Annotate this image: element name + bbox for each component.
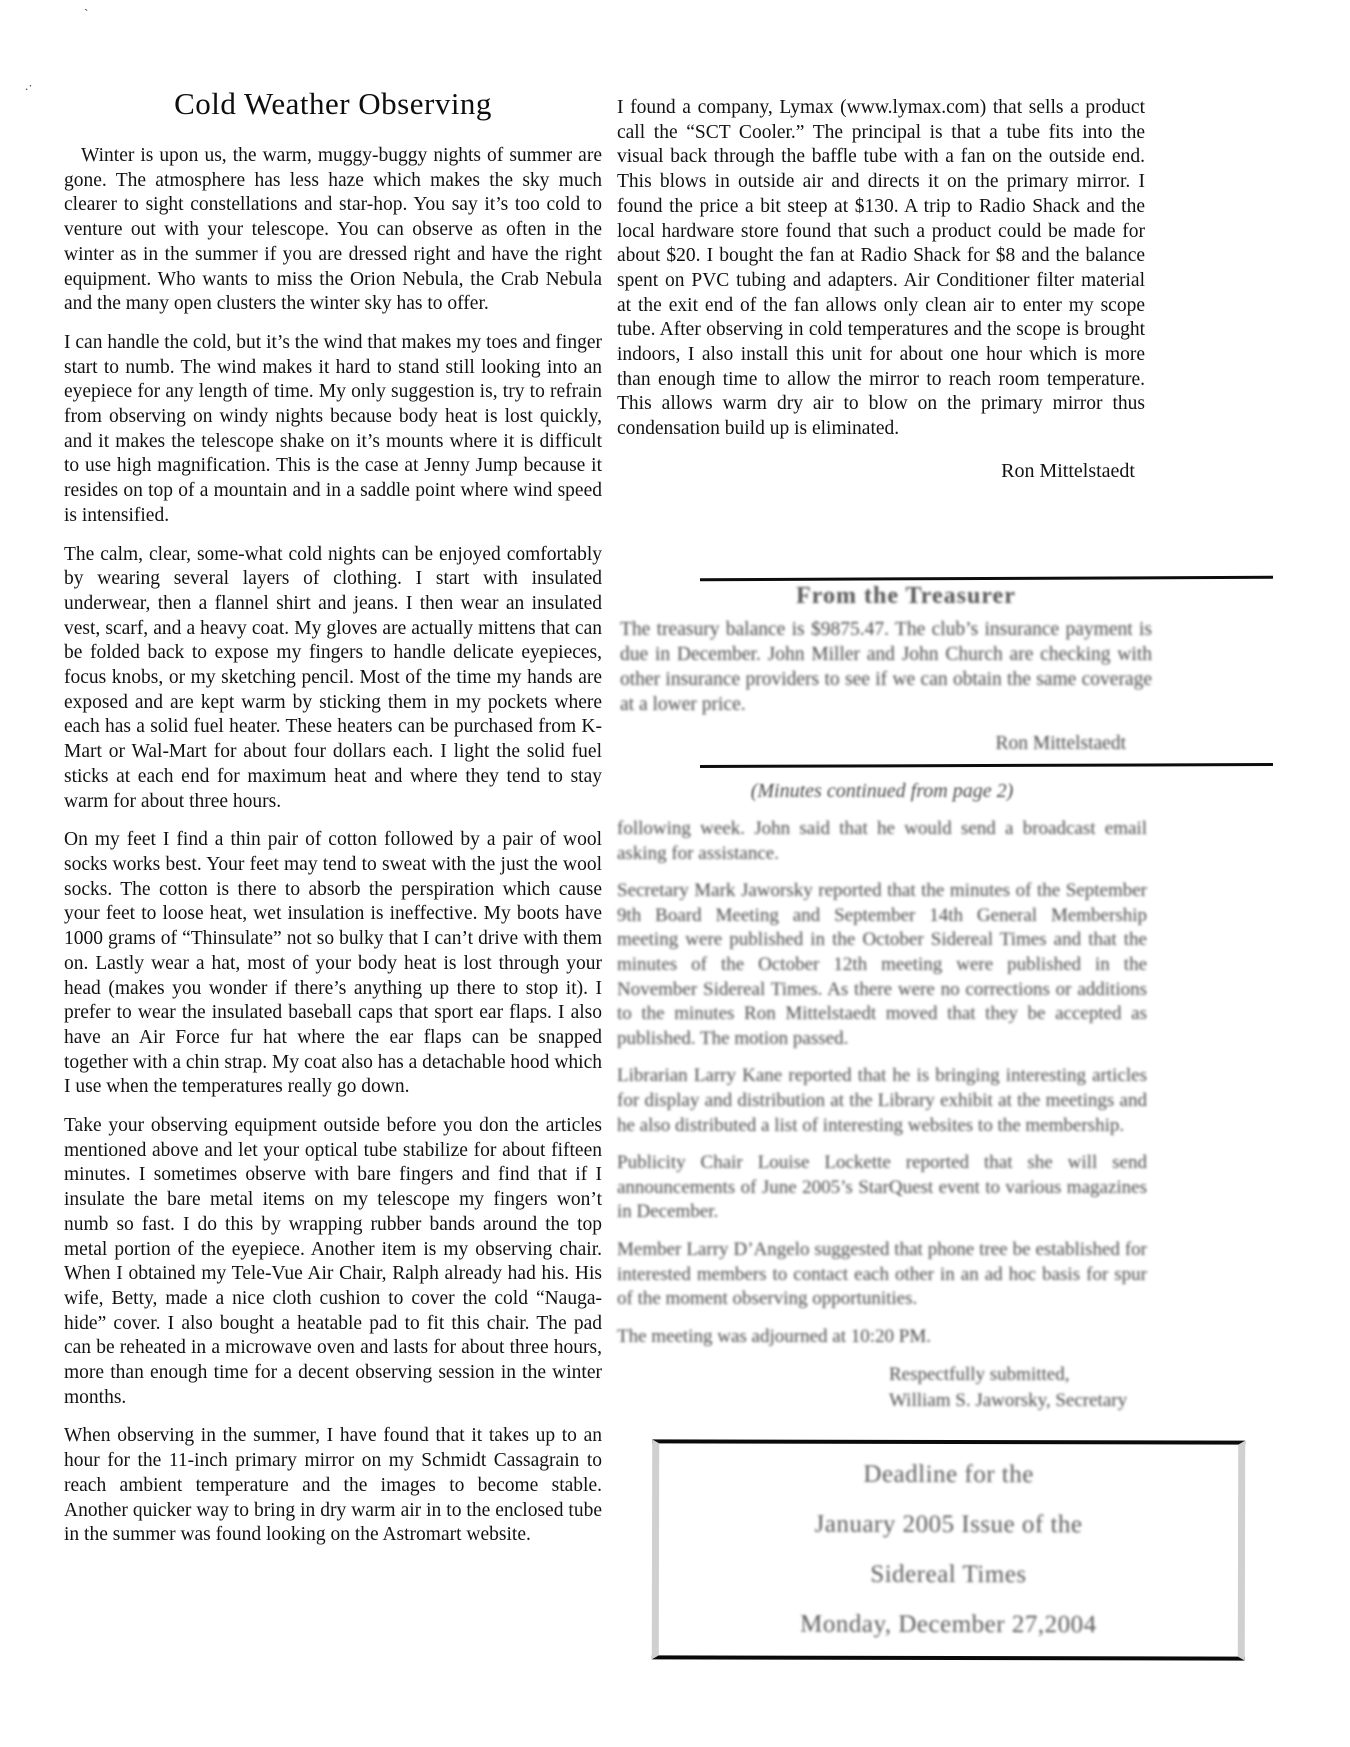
right-column: [617, 96, 1145, 483]
scan-artifact-mark: ˋ: [84, 6, 89, 21]
treasurer-heading: From the Treasurer: [796, 583, 1016, 609]
article-paragraph: The calm, clear, some-what cold nights can be enjoyed comfortably by wearing several layers of clothing. I start with insulated underwear, then a flannel shirt and jeans. I then wear an insulated vest, scarf, and a heavy coat. My gloves are actually mittens that can be folded back to expose my fingers to handle delicate eyepieces, focus knobs, or my sketching pencil. Most of the time my hands are exposed and are kept warm by sticking them in my pockets where each has a solid fuel heater. These heaters can be purchased from K-Mart or Wal-Mart for about four dollars each. I light the solid fuel sticks at each end for maximum heat and where they tend to stay warm for about three hours.: [64, 543, 602, 812]
article-paragraph: I can handle the cold, but it’s the wind that makes my toes and finger start to numb. The wind makes it hard to stand still looking into an eyepiece for any length of time. My only suggestion is, try to refrain from observing on windy nights because body heat is lost quickly, and it makes the telescope shake on it’s mounts where it is difficult to use high magnification. This is the case at Jenny Jump because it resides on top of a mountain and in a saddle point where wind speed is intensified.: [64, 331, 602, 526]
article-paragraph: On my feet I find a thin pair of cotton followed by a pair of wool socks works best. Your feet may tend to sweat with the just the wool socks. The cotton is there to absorb the perspiration which cause your feet to loose heat, wet insulation is ineffective. My boots have 1000 grams of “Thinsulate” not so bulky that I can’t drive with them on. Lastly wear a hat, most of your body heat is lost through your head (makes you wonder if there’s anything up there to stop it). I prefer to wear the insulated baseball caps that sport ear flaps. I also have an Air Force fur hat where the ear flaps can be snapped together with a chin strap. My coat also has a detachable hood which I use when the temperatures really go down.: [64, 829, 602, 1098]
deadline-line: Deadline for the: [863, 1460, 1034, 1489]
closing-line: William S. Jaworsky, Secretary: [889, 1390, 1128, 1412]
minutes-closing: [617, 1362, 1147, 1414]
minutes-paragraph: The meeting was adjourned at 10:20 PM.: [617, 1325, 931, 1347]
article-paragraph: I found a company, Lymax (www.lymax.com) that sells a product call the “SCT Cooler.” The principal is that a tube fits into the visual back through the baffle tube with a fan on the outside end. This blows in outside air and directs it on the primary mirror. I found the price a bit steep at $130. A trip to Radio Shack and the local hardware store found that such a product could be made for about $20. I bought the fan at Radio Shack for $8 and the balance spent on PVC tubing and adapters. Air Conditioner filter material at the exit end of the fan allows only clean air to enter my scope tube. After observing in cold temperatures and the scope is brought indoors, I also install this unit for about one hour which is more than enough time to allow the mirror to reach room temperature. This allows warm dry air to blow on the primary mirror thus condensation build up is eliminated.: [617, 97, 1145, 440]
minutes-paragraph: Librarian Larry Kane reported that he is bringing interesting articles for display and distribution at the Library exhibit at the meetings and he also distributed a list of interesting websites to the membership.: [617, 1065, 1147, 1136]
deadline-line: Sidereal Times: [870, 1560, 1027, 1589]
treasurer-section: [620, 583, 1152, 755]
treasurer-signature: Ron Mittelstaedt: [995, 733, 1126, 754]
minutes-paragraph: following week. John said that he would send a broadcast email asking for assistance.: [617, 818, 1147, 864]
minutes-paragraph: Member Larry D’Angelo suggested that phone tree be established for interested members to contact each other in an ad hoc basis for spur of the moment observing opportunities.: [617, 1238, 1147, 1310]
section-divider: [700, 576, 1273, 582]
closing-line: Respectfully submitted,: [889, 1364, 1070, 1386]
author-byline: Ron Mittelstaedt: [1001, 459, 1135, 482]
article-paragraph: When observing in the summer, I have found that it takes up to an hour for the 11-inch primary mirror on my Schmidt Cassagrain to reach ambient temperature and the images to become stable. Another quicker way to bring in dry warm air in to the enclosed tube in the summer was found looking on the Astromart website.: [64, 1425, 602, 1546]
article-paragraph: Take your observing equipment outside before you don the articles mentioned above and let your optical tube stabilize for about fifteen minutes. I sometimes observe with bare fingers and find that if I insulate the bare metal items on my telescope my fingers won’t numb so fast. I do this by wrapping rubber bands around the top metal portion of the eyepiece. Another item is my observing chair. When I obtained my Tele-Vue Air Chair, Ralph already had his. His wife, Betty, made a nice cloth cushion to cover the cold “Nauga-hide” cover. I also bought a heatable pad to fit this chair. The pad can be reheated in a microwave oven and lasts for about three hours, more than enough time for a decent observing session in the winter months.: [64, 1115, 602, 1408]
treasurer-body: The treasury balance is $9875.47. The club’s insurance payment is due in December. John Miller and John Church are checking with other insurance providers to see if we can obtain the same coverage at a lower price.: [620, 619, 1152, 715]
minutes-heading: (Minutes continued from page 2): [750, 780, 1014, 802]
deadline-line: January 2005 Issue of the: [814, 1510, 1083, 1539]
minutes-paragraph: Secretary Mark Jaworsky reported that the minutes of the September 9th Board Meeting and September 14th General Membership meeting were published in the October Sidereal Times and that the minutes of the October 12th meeting were published in the November Sidereal Times. As there were no corrections or additions to the minutes Ron Mittelstaedt moved that they be accepted as published. The motion passed.: [617, 880, 1147, 1049]
left-column: [64, 86, 602, 1562]
minutes-section: [617, 780, 1147, 1414]
article-title: Cold Weather Observing: [174, 86, 492, 121]
deadline-box: [652, 1439, 1245, 1660]
deadline-line: Monday, December 27,2004: [800, 1610, 1097, 1639]
minutes-paragraph: Publicity Chair Louise Lockette reported that she will send announcements of June 2005’s StarQuest event to various magazines in December.: [617, 1152, 1147, 1223]
section-divider: [700, 763, 1273, 768]
scan-artifact-mark: .·: [25, 78, 33, 93]
article-paragraph: Winter is upon us, the warm, muggy-buggy nights of summer are gone. The atmosphere has less haze which makes the sky much clearer to sight constellations and star-hop. You say it’s too cold to venture out with your telescope. You can observe as often in the winter as in the summer if you are dressed right and have the right equipment. Who wants to miss the Orion Nebula, the Crab Nebula and the many open clusters the winter sky has to offer.: [64, 145, 602, 315]
